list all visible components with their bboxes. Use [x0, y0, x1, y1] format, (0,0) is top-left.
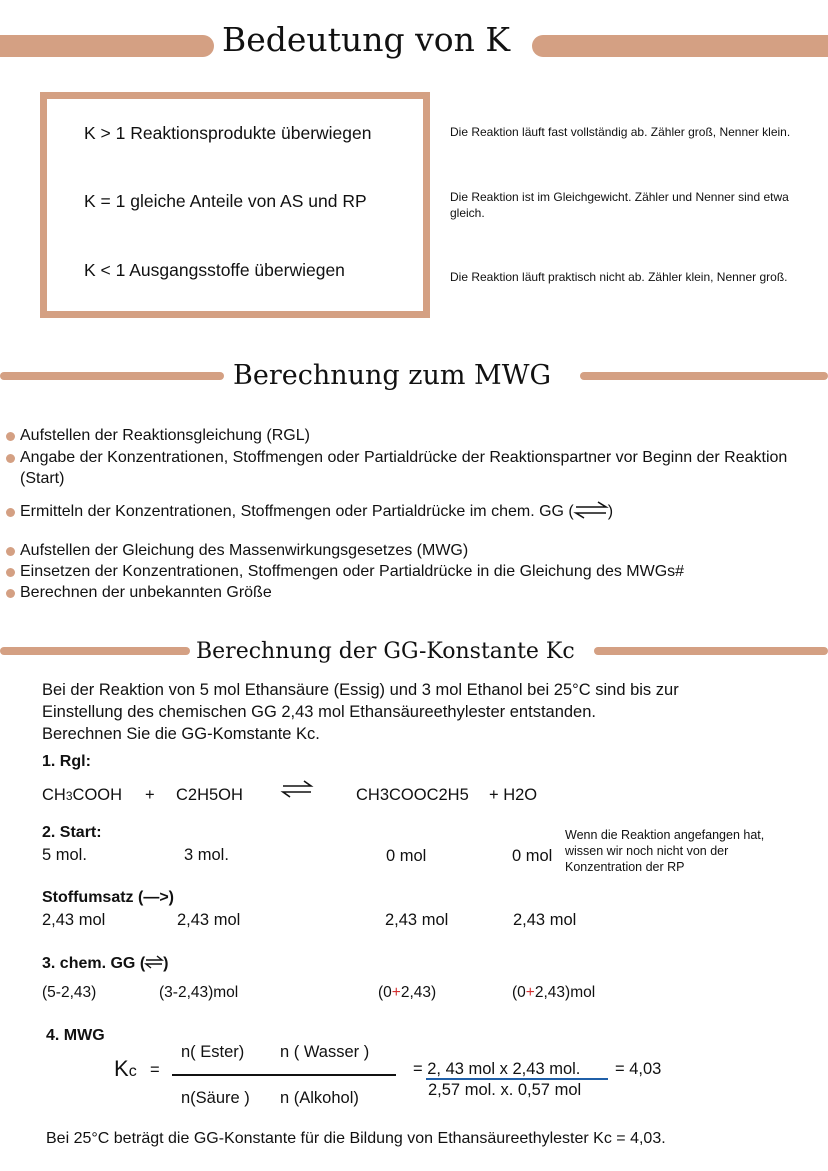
section-title-bedeutung: Bedeutung von K — [222, 20, 510, 59]
mwg-step-3: Ermitteln der Konzentrationen, Stoffmengen oder Partialdrücke im chem. GG ( ) — [20, 501, 820, 522]
mwg-numerator-ester: n( Ester) — [181, 1043, 245, 1061]
k-row-equal: K = 1 gleiche Anteile von AS und RP — [84, 191, 367, 211]
task-intro-line-1: Bei der Reaktion von 5 mol Ethansäure (Essig) und 3 mol Ethanol bei 25°C sind bis zur — [42, 681, 679, 699]
rgl-reactant-acetic-acid: CH3COOH — [42, 786, 123, 804]
mwg-denominator-acid: n(Säure ) — [181, 1089, 250, 1107]
conclusion-text: Bei 25°C beträgt die GG-Konstante für die Bildung von Ethansäureethylester Kc = 4,03. — [46, 1130, 666, 1147]
divider-right-kc — [594, 647, 828, 655]
calc-denominator: 2,57 mol. x. 0,57 mol — [428, 1081, 582, 1099]
gg-value-water: (0+2,43)mol — [512, 984, 596, 1001]
divider-right-mwg — [580, 372, 828, 380]
gg-heading: 3. chem. GG ( ) — [42, 955, 169, 972]
umsatz-value-acid: 2,43 mol — [42, 911, 106, 929]
umsatz-value-water: 2,43 mol — [513, 911, 577, 929]
fraction-line — [172, 1074, 396, 1076]
rgl-product-ester: CH3COOC2H5 — [356, 786, 469, 804]
task-intro-line-3: Berechnen Sie die GG-Komstante Kc. — [42, 725, 320, 743]
bullet-dot — [6, 432, 15, 441]
divider-left-mwg — [0, 372, 224, 380]
equilibrium-arrows-icon — [145, 956, 163, 968]
equilibrium-arrows-icon — [282, 781, 312, 797]
bullet-dot — [6, 454, 15, 463]
mwg-denominator-ethanol: n (Alkohol) — [280, 1089, 359, 1107]
equilibrium-arrows-icon — [574, 502, 608, 518]
mwg-heading: 4. MWG — [46, 1027, 105, 1044]
bullet-dot — [6, 547, 15, 556]
k-note-greater: Die Reaktion läuft fast vollständig ab. Zähler groß, Nenner klein. — [450, 125, 791, 139]
mwg-step-2: Angabe der Konzentrationen, Stoffmengen oder Partialdrücke der Reaktionspartner vor Beginn der Reaktion (Start) — [20, 447, 810, 489]
k-row-less: K < 1 Ausgangsstoffe überwiegen — [84, 260, 345, 280]
k-row-greater: K > 1 Reaktionsprodukte überwiegen — [84, 123, 372, 143]
header-bar-left — [0, 35, 214, 57]
kc-symbol: Kc — [114, 1056, 137, 1081]
k-note-equal: Die Reaktion ist im Gleichgewicht. Zähler und Nenner sind etwa gleich. — [450, 190, 789, 220]
start-value-ester: 0 mol — [386, 847, 427, 865]
k-note-less: Die Reaktion läuft praktisch nicht ab. Zähler klein, Nenner groß. — [450, 270, 788, 284]
bullet-dot — [6, 589, 15, 598]
start-heading: 2. Start: — [42, 824, 102, 841]
start-note: Wenn die Reaktion angefangen hat, wissen wir noch nicht von der Konzentration der RP — [565, 828, 765, 874]
kc-result: = 4,03 — [615, 1060, 662, 1078]
calc-numerator: = 2, 43 mol x 2,43 mol. — [413, 1060, 581, 1078]
gg-value-ester: (0+2,43) — [378, 984, 437, 1001]
rgl-reactant-ethanol: C2H5OH — [176, 786, 243, 804]
gg-value-ethanol: (3-2,43)mol — [159, 984, 239, 1001]
umsatz-value-ester: 2,43 mol — [385, 911, 449, 929]
calc-fraction-line — [426, 1078, 608, 1080]
header-bar-right — [532, 35, 828, 57]
kc-equals: = — [150, 1061, 160, 1079]
rgl-plus: + — [145, 786, 155, 804]
umsatz-heading: Stoffumsatz (—>) — [42, 889, 174, 906]
bullet-dot — [6, 508, 15, 517]
section-title-kc: Berechnung der GG-Konstante Kc — [196, 639, 575, 664]
k-meaning-box — [40, 92, 430, 318]
rgl-product-water: + H2O — [489, 786, 538, 804]
start-value-acid: 5 mol. — [42, 846, 87, 864]
umsatz-value-ethanol: 2,43 mol — [177, 911, 241, 929]
start-value-ethanol: 3 mol. — [184, 846, 229, 864]
section-title-mwg: Berechnung zum MWG — [233, 360, 552, 391]
rgl-heading: 1. Rgl: — [42, 753, 91, 770]
mwg-step-6: Berechnen der unbekannten Größe — [20, 582, 820, 603]
mwg-step-5: Einsetzen der Konzentrationen, Stoffmengen oder Partialdrücke in die Gleichung des MWGs# — [20, 561, 820, 582]
mwg-step-4: Aufstellen der Gleichung des Massenwirkungsgesetzes (MWG) — [20, 540, 820, 561]
mwg-step-1: Aufstellen der Reaktionsgleichung (RGL) — [20, 425, 820, 446]
bullet-dot — [6, 568, 15, 577]
divider-left-kc — [0, 647, 190, 655]
gg-value-acid: (5-2,43) — [42, 984, 97, 1001]
mwg-numerator-water: n ( Wasser ) — [280, 1043, 370, 1061]
start-value-water: 0 mol — [512, 847, 553, 865]
task-intro-line-2: Einstellung des chemischen GG 2,43 mol Ethansäureethylester entstanden. — [42, 703, 596, 721]
